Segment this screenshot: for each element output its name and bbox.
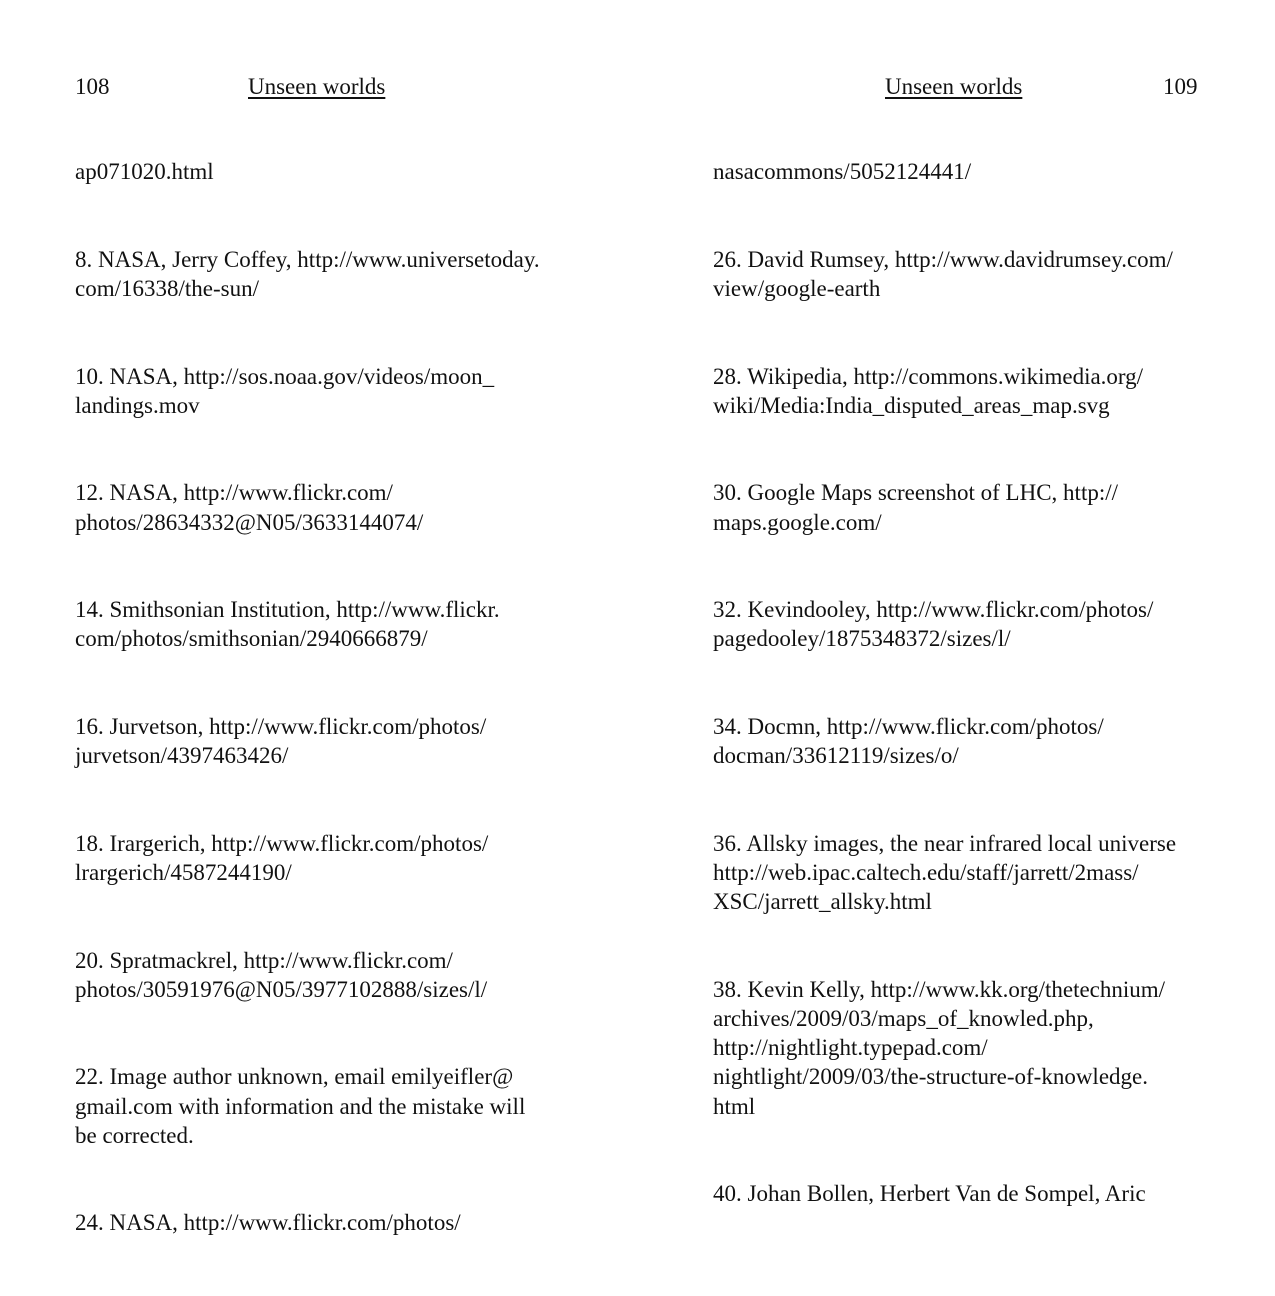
- note-item: 24. NASA, http://www.flickr.com/photos/: [75, 1210, 461, 1236]
- page-number: 108: [75, 74, 110, 99]
- note-item: 8. NASA, Jerry Coffey, http://www.universetoday. com/16338/the-sun/: [75, 246, 540, 301]
- note-item: nasacommons/5052124441/: [713, 159, 972, 185]
- note-item: 40. Johan Bollen, Herbert Van de Sompel, Aric: [713, 1181, 1146, 1207]
- notes-list: [713, 128, 1213, 1267]
- note-item: 22. Image author unknown, email emilyeifler@ gmail.com with information and the mistake will be corrected.: [75, 1064, 526, 1148]
- notes-list: [75, 128, 575, 1296]
- note-item: 38. Kevin Kelly, http://www.kk.org/thetechnium/ archives/2009/03/maps_of_knowled.php, http://nightlight.typepad.com/ nightlight/2009/03/the-structure-of-knowledge. html: [713, 976, 1166, 1119]
- note-item: 14. Smithsonian Institution, http://www.flickr. com/photos/smithsonian/2940666879/: [75, 597, 500, 652]
- running-title: Unseen worlds: [885, 74, 1023, 99]
- note-item: 28. Wikipedia, http://commons.wikimedia.org/ wiki/Media:India_disputed_areas_map.svg: [713, 363, 1144, 418]
- note-item: 16. Jurvetson, http://www.flickr.com/photos/ jurvetson/4397463426/: [75, 713, 487, 769]
- right-page: [637, 0, 1275, 1207]
- note-item: 18. Irargerich, http://www.flickr.com/photos/ lrargerich/4587244190/: [75, 830, 489, 885]
- running-title: Unseen worlds: [248, 74, 386, 99]
- left-page: [0, 0, 637, 1236]
- note-item: 36. Allsky images, the near infrared local universe http://web.ipac.caltech.edu/staff/jarrett/2mass/ XSC/jarrett_allsky.html: [713, 830, 1177, 915]
- note-item: 34. Docmn, http://www.flickr.com/photos/ docman/33612119/sizes/o/: [713, 713, 1104, 769]
- note-item: ap071020.html: [75, 159, 214, 185]
- note-item: 26. David Rumsey, http://www.davidrumsey.com/ view/google-earth: [713, 246, 1173, 301]
- note-item: 20. Spratmackrel, http://www.flickr.com/ photos/30591976@N05/3977102888/sizes/l/: [75, 947, 488, 1002]
- note-item: 32. Kevindooley, http://www.flickr.com/photos/ pagedooley/1875348372/sizes/l/: [713, 597, 1154, 652]
- note-item: 10. NASA, http://sos.noaa.gov/videos/moon_ landings.mov: [75, 363, 495, 418]
- page-number: 109: [1163, 74, 1198, 99]
- note-item: 30. Google Maps screenshot of LHC, http:// maps.google.com/: [713, 480, 1119, 535]
- note-item: 12. NASA, http://www.flickr.com/ photos/28634332@N05/3633144074/: [75, 480, 424, 535]
